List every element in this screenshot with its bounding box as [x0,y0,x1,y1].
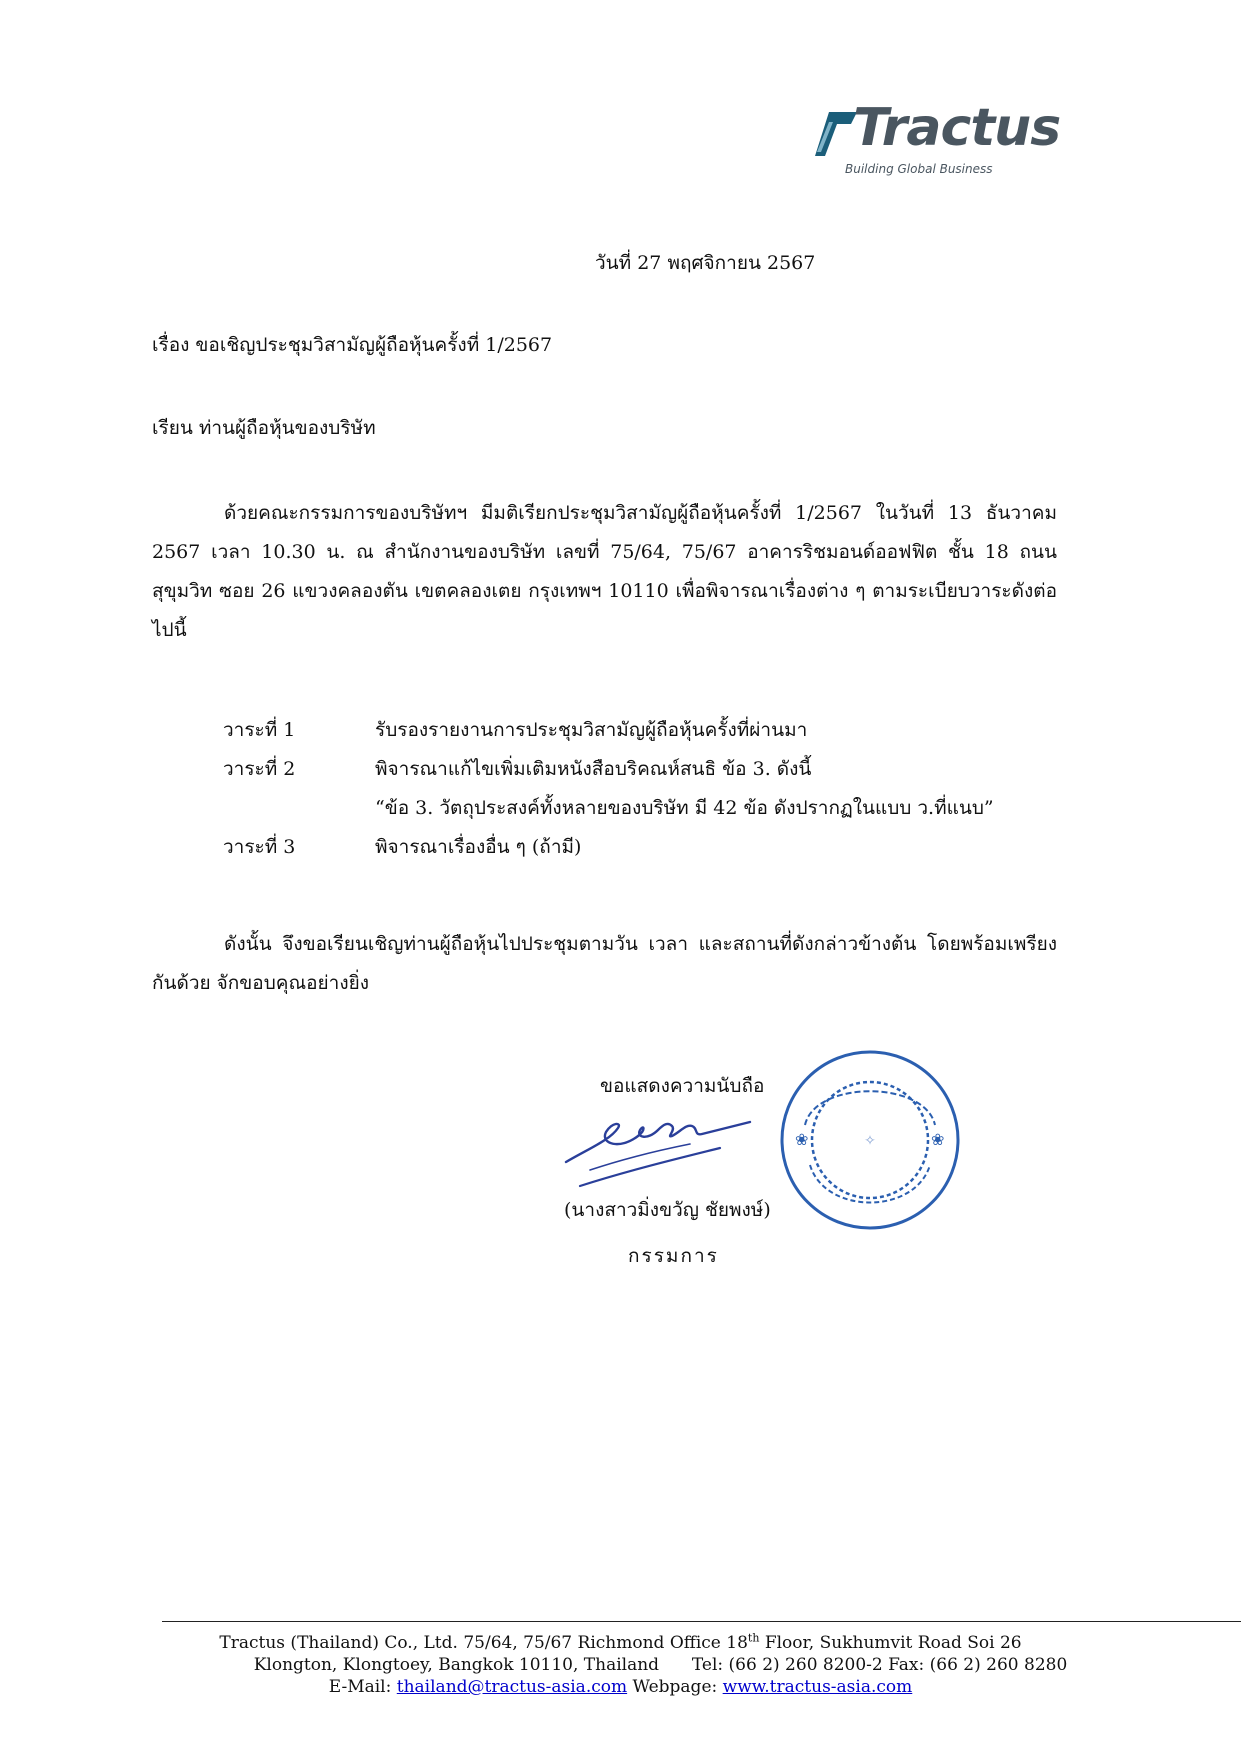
logo-tagline: Building Global Business [845,162,993,176]
svg-text:❀: ❀ [795,1130,809,1149]
footer-address-b: Floor, Sukhumvit Road Soi 26 [759,1633,1022,1653]
footer-address-line-2 [40,1654,1241,1676]
agenda-text: รับรองรายงานการประชุมวิสามัญผู้ถือหุ้นครั้งที่ผ่านมา [375,719,808,741]
letter-subject: เรื่อง ขอเชิญประชุมวิสามัญผู้ถือหุ้นครั้งที่ 1/2567 [152,334,553,356]
svg-text:✧: ✧ [864,1133,876,1149]
svg-text:❀: ❀ [931,1130,945,1149]
tractus-logo-mark-icon [815,108,857,158]
footer-phone: Tel: (66 2) 260 8200-2 Fax: (66 2) 260 8280 [691,1655,1068,1675]
agenda-text: “ข้อ 3. วัตถุประสงค์ทั้งหลายของบริษัท มี 42 ข้อ ดังปรากฏในแบบ ว.ที่แนบ” [375,797,994,819]
agenda-item [223,711,1063,750]
footer-web-link[interactable]: www.tractus-asia.com [722,1677,913,1697]
agenda-list [223,711,1063,867]
agenda-item [223,750,1063,789]
letter-date: วันที่ 27 พฤศจิกายน 2567 [595,252,816,274]
footer-address-line-1 [0,1632,1241,1654]
footer-email-link[interactable]: thailand@tractus-asia.com [396,1677,628,1697]
agenda-number: วาระที่ 1 [223,719,296,741]
logo-wordmark: Tractus [853,98,1061,158]
footer-web-label: Webpage: [627,1677,723,1697]
regards-line: ขอแสดงความนับถือ [600,1075,765,1097]
agenda-item [223,789,1063,828]
signer-position: กรรมการ [628,1245,719,1267]
agenda-text: พิจารณาเรื่องอื่น ๆ (ถ้ามี) [375,836,582,858]
signer-name: (นางสาวมิ่งขวัญ ชัยพงษ์) [564,1199,771,1221]
agenda-text: พิจารณาแก้ไขเพิ่มเติมหนังสือบริคณห์สนธิ ข้อ 3. ดังนี้ [375,758,812,780]
letter-salutation: เรียน ท่านผู้ถือหุ้นของบริษัท [152,417,376,439]
company-seal-stamp [775,1045,965,1235]
footer-email-label: E-Mail: [328,1677,397,1697]
footer-address-sup: th [747,1631,760,1645]
footer-address-a: Tractus (Thailand) Co., Ltd. 75/64, 75/67 Richmond Office 18 [219,1633,748,1653]
agenda-number: วาระที่ 3 [223,836,296,858]
company-logo [815,98,1061,178]
body-paragraph: ด้วยคณะกรรมการของบริษัทฯ มีมติเรียกประชุมวิสามัญผู้ถือหุ้นครั้งที่ 1/2567 ในวันที่ 13 ธันวาคม 2567 เวลา 10.30 น. ณ สำนักงานของบริษัท เลขที่ 75/64, 75/67 อาคารริชมอนด์ออฟฟิต ชั้น 18 ถนนสุขุมวิท ซอย 26 แขวงคลองตัน เขตคลองเตย กรุงเทพฯ 10110 เพื่อพิจารณาเรื่องต่าง ๆ ตามระเบียบวาระดังต่อไปนี้ [152,502,1057,641]
footer-address-city: Klongton, Klongtoey, Bangkok 10110, Thailand [253,1655,660,1675]
agenda-number [223,789,375,828]
footer-contact-line [0,1676,1241,1698]
signature-image [560,1100,760,1190]
closing-paragraph: ดังนั้น จึงขอเรียนเชิญท่านผู้ถือหุ้นไปประชุมตามวัน เวลา และสถานที่ดังกล่าวข้างต้น โดยพร้อมเพรียงกันด้วย จักขอบคุณอย่างยิ่ง [152,933,1057,994]
footer-divider [162,1621,1241,1622]
agenda-number: วาระที่ 2 [223,758,296,780]
agenda-item [223,828,1063,867]
